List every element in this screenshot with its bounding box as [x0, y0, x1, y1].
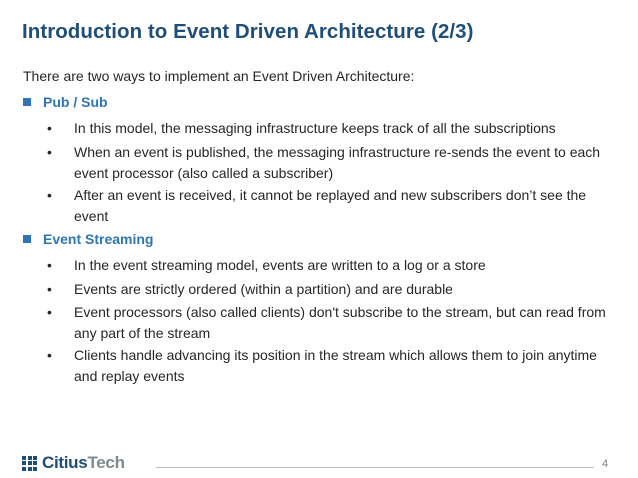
- section-heading-label: Pub / Sub: [43, 94, 108, 110]
- bullet-text: Event processors (also called clients) don't subscribe to the stream, but can read from any part of the stream: [74, 304, 606, 341]
- square-bullet-icon: [23, 98, 31, 106]
- bullet-dot-icon: •: [47, 304, 52, 320]
- bullet-item: [47, 302, 617, 343]
- bullet-dot-icon: •: [47, 347, 52, 363]
- bullet-dot-icon: •: [47, 281, 52, 297]
- bullet-item: [47, 279, 617, 300]
- logo-grid-icon: [22, 456, 37, 471]
- intro-text: There are two ways to implement an Event Driven Architecture:: [23, 68, 415, 84]
- bullet-text: Events are strictly ordered (within a partition) and are durable: [74, 281, 453, 297]
- bullet-dot-icon: •: [47, 257, 52, 273]
- bullet-text: When an event is published, the messaging infrastructure re-sends the event to each event processor (also called a subscriber): [74, 144, 601, 181]
- bullet-text: After an event is received, it cannot be replayed and new subscribers don’t see the event: [74, 187, 587, 224]
- bullet-text: In the event streaming model, events are written to a log or a store: [74, 257, 486, 273]
- page-number: 4: [602, 458, 609, 470]
- bullet-text: In this model, the messaging infrastructure keeps track of all the subscriptions: [74, 120, 556, 136]
- bullet-item: [47, 118, 617, 139]
- citiustech-logo: [22, 452, 125, 474]
- slide-title: Introduction to Event Driven Architecture (2/3): [22, 20, 474, 43]
- section-heading-event-streaming: [23, 231, 153, 247]
- square-bullet-icon: [23, 235, 31, 243]
- section-heading-pub-sub: [23, 94, 108, 110]
- bullet-dot-icon: •: [47, 120, 52, 136]
- bullet-item: [47, 185, 617, 226]
- bullet-item: [47, 142, 617, 183]
- section-heading-label: Event Streaming: [43, 231, 154, 247]
- bullet-dot-icon: •: [47, 187, 52, 203]
- bullet-dot-icon: •: [47, 144, 52, 160]
- bullet-item: [47, 255, 617, 276]
- bullet-item: [47, 345, 617, 386]
- logo-text-tech: Tech: [87, 453, 125, 472]
- bullet-text: Clients handle advancing its position in the stream which allows them to join anytime and replay events: [74, 347, 597, 384]
- footer-divider: [156, 467, 594, 468]
- logo-text-citius: Citius: [42, 453, 88, 472]
